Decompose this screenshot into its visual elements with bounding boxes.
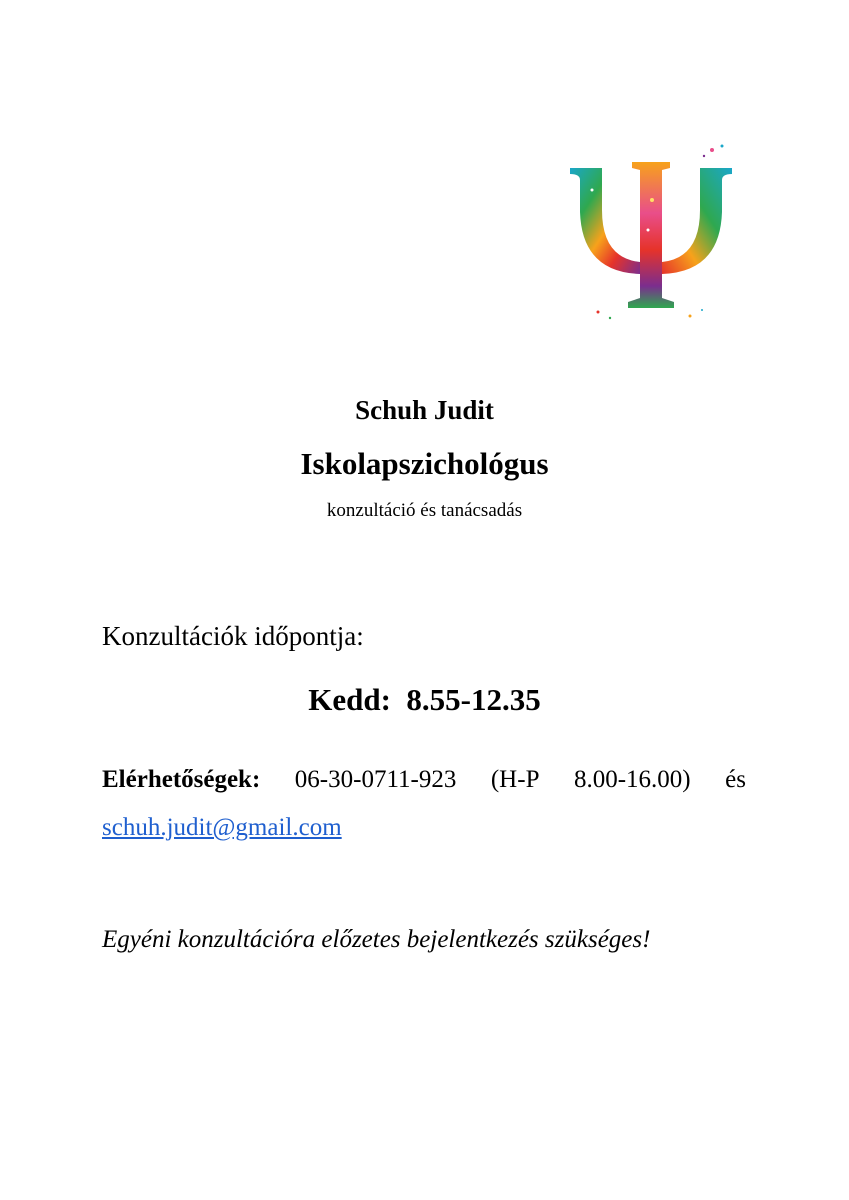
- contact-phone: 06-30-0711-923: [294, 766, 457, 793]
- email-link[interactable]: schuh.judit@gmail.com: [102, 814, 342, 841]
- contact-conjunction: és: [725, 766, 746, 793]
- consultation-times-label: Konzultációk időpontja:: [102, 621, 364, 651]
- psi-logo-icon: [562, 140, 742, 330]
- person-name: Schuh Judit: [355, 395, 494, 425]
- contact-hours-time: 8.00-16.00): [573, 766, 691, 793]
- consultation-times-value: Kedd: 8.55-12.35: [308, 682, 541, 717]
- booking-note: Egyéni konzultációra előzetes bejelentkezés szükséges!: [102, 926, 651, 953]
- contact-hours-prefix: (H-P: [490, 766, 540, 793]
- contact-label: Elérhetőségek:: [102, 766, 261, 793]
- page-title: Iskolapszichológus: [300, 446, 549, 481]
- contact-row: [102, 762, 746, 798]
- page-subtitle: konzultáció és tanácsadás: [326, 500, 523, 521]
